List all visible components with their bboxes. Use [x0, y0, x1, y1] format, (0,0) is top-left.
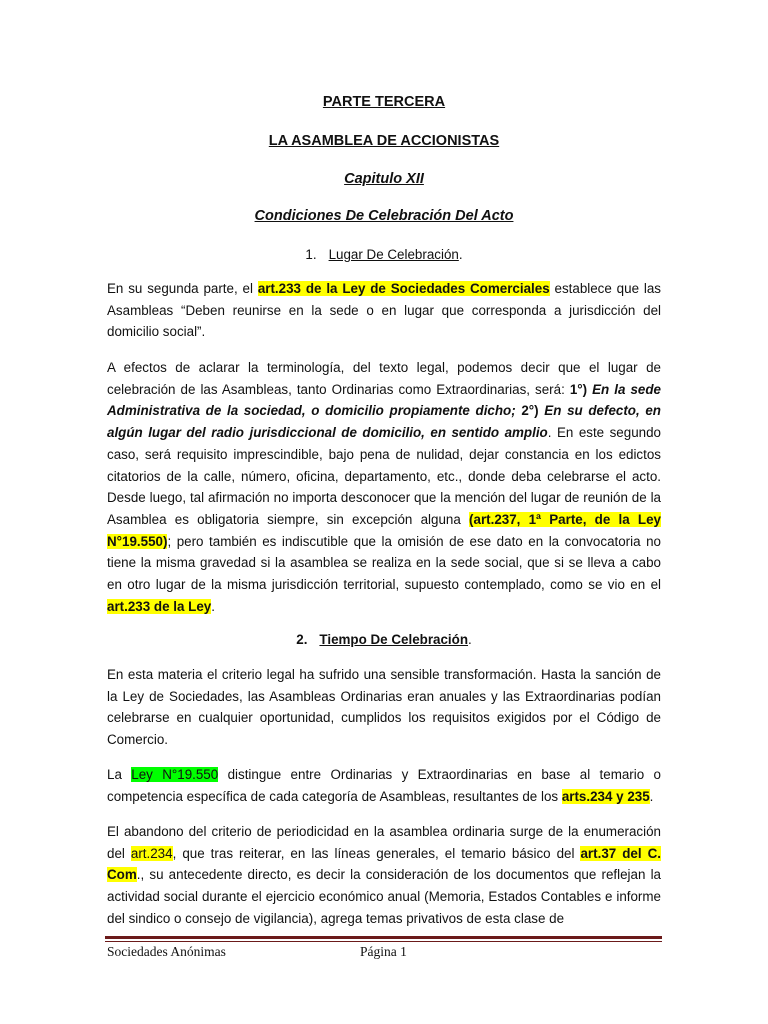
section-2-title: Tiempo De Celebración — [319, 632, 469, 647]
p2-text-2: . En este segundo caso, será requisito imprescindible, bajo pena de nulidad, dejar constancia en los edictos citatorios de la calle, número, oficina, departamento, etc., donde deba celebrarse el acto. Desde luego, tal afirmación no importa desconocer que la mención del lugar de reunión de la Asamblea es obligatoria siempre, sin excepción alguna — [107, 425, 661, 527]
p4-highlight-1: arts.234 y 235 — [561, 788, 650, 804]
section-1-period: . — [458, 247, 463, 262]
p4-text-2: distingue entre Ordinarias y Extraordinarias en base al temario o competencia específica de cada categoría de Asambleas, resultantes de los — [107, 767, 661, 804]
section-1-title: Lugar De Celebración — [328, 247, 459, 262]
p2-bold-2: 2°) — [521, 403, 545, 419]
p5-highlight-2: art.37 del C. Com — [107, 845, 661, 883]
section-1-heading — [0, 247, 768, 262]
p2-bold-1: 1°) — [569, 381, 593, 397]
paragraph-3: En esta materia el criterio legal ha sufrido una sensible transformación. Hasta la sanción de la Ley de Sociedades, las Asambleas Ordinarias eran anuales y las Extraordinarias podían celebrarse en cualquier oportunidad, cumplidos los requisitos exigidos por el Código de Comercio. — [107, 667, 661, 748]
p2-text-3: ; pero también es indiscutible que la omisión de ese dato en la convocatoria no tiene la misma gravedad si la asamblea se realiza en la sede social, que si se lleva a cabo en otro lugar de la misma jurisdicción territorial, supuesto contemplado, como se vio en el — [107, 533, 661, 593]
p2-bold-italic-1: En la sede Administrativa de la sociedad, o domicilio propiamente dicho; — [107, 381, 661, 419]
assembly-heading: LA ASAMBLEA DE ACCIONISTAS — [268, 133, 500, 149]
p5-text-2: , que tras reiterar, en las líneas generales, el temario básico del — [172, 845, 581, 861]
section-2-heading — [0, 632, 768, 647]
p4-text-1: La — [107, 767, 132, 782]
paragraph-1 — [107, 278, 661, 343]
paragraph-2 — [107, 357, 661, 617]
footer-rule-thick — [105, 936, 662, 939]
section-2-number: 2. — [296, 632, 308, 647]
footer-document-title: Sociedades Anónimas — [107, 944, 226, 959]
p1-text-1: En su segunda parte, el — [107, 281, 258, 296]
conditions-heading: Condiciones De Celebración Del Acto — [254, 208, 514, 224]
p5-text-3: ., su antecedente directo, es decir la consideración de los documentos que reflejan la actividad social durante el ejercicio económico anual (Memoria, Estados Contables e informe del sindico o consejo de vigilancia), agrega temas privativos de esta clase de — [107, 867, 661, 926]
p1-highlight-1: art.233 de la Ley de Sociedades Comerciales — [257, 281, 550, 296]
p2-highlight-2: art.233 de la Ley — [107, 598, 212, 614]
section-1-number: 1. — [305, 247, 317, 262]
p5-highlight-1: art.234 — [130, 845, 173, 861]
p4-green-highlight: Ley N°19.550 — [131, 767, 219, 782]
p2-text-4: . — [211, 598, 215, 614]
paragraph-4 — [107, 764, 661, 807]
p1-text-2: establece que las Asambleas “Deben reunirse en la sede o en lugar que corresponda a jurisdicción del domicilio social”. — [107, 281, 661, 340]
section-2-period: . — [468, 632, 472, 647]
footer-rule-thin — [105, 941, 662, 942]
footer-page-number: Página 1 — [360, 944, 407, 959]
p5-text-1: El abandono del criterio de periodicidad en la asamblea ordinaria surge de la enumeración del — [107, 824, 661, 861]
paragraph-5 — [107, 821, 661, 930]
part-heading: PARTE TERCERA — [322, 94, 446, 110]
p2-highlight-1: (art.237, 1ª Parte, de la Ley N°19.550) — [107, 511, 661, 549]
chapter-heading: Capitulo XII — [344, 171, 424, 187]
p2-bold-italic-2: En su defecto, en algún lugar del radio jurisdiccional de domicilio, en sentido amplio — [107, 403, 661, 441]
p4-text-3: . — [649, 788, 654, 804]
p2-text-1: A efectos de aclarar la terminología, del texto legal, podemos decir que el lugar de celebración de las Asambleas, tanto Ordinarias como Extraordinarias, será: — [107, 360, 661, 397]
